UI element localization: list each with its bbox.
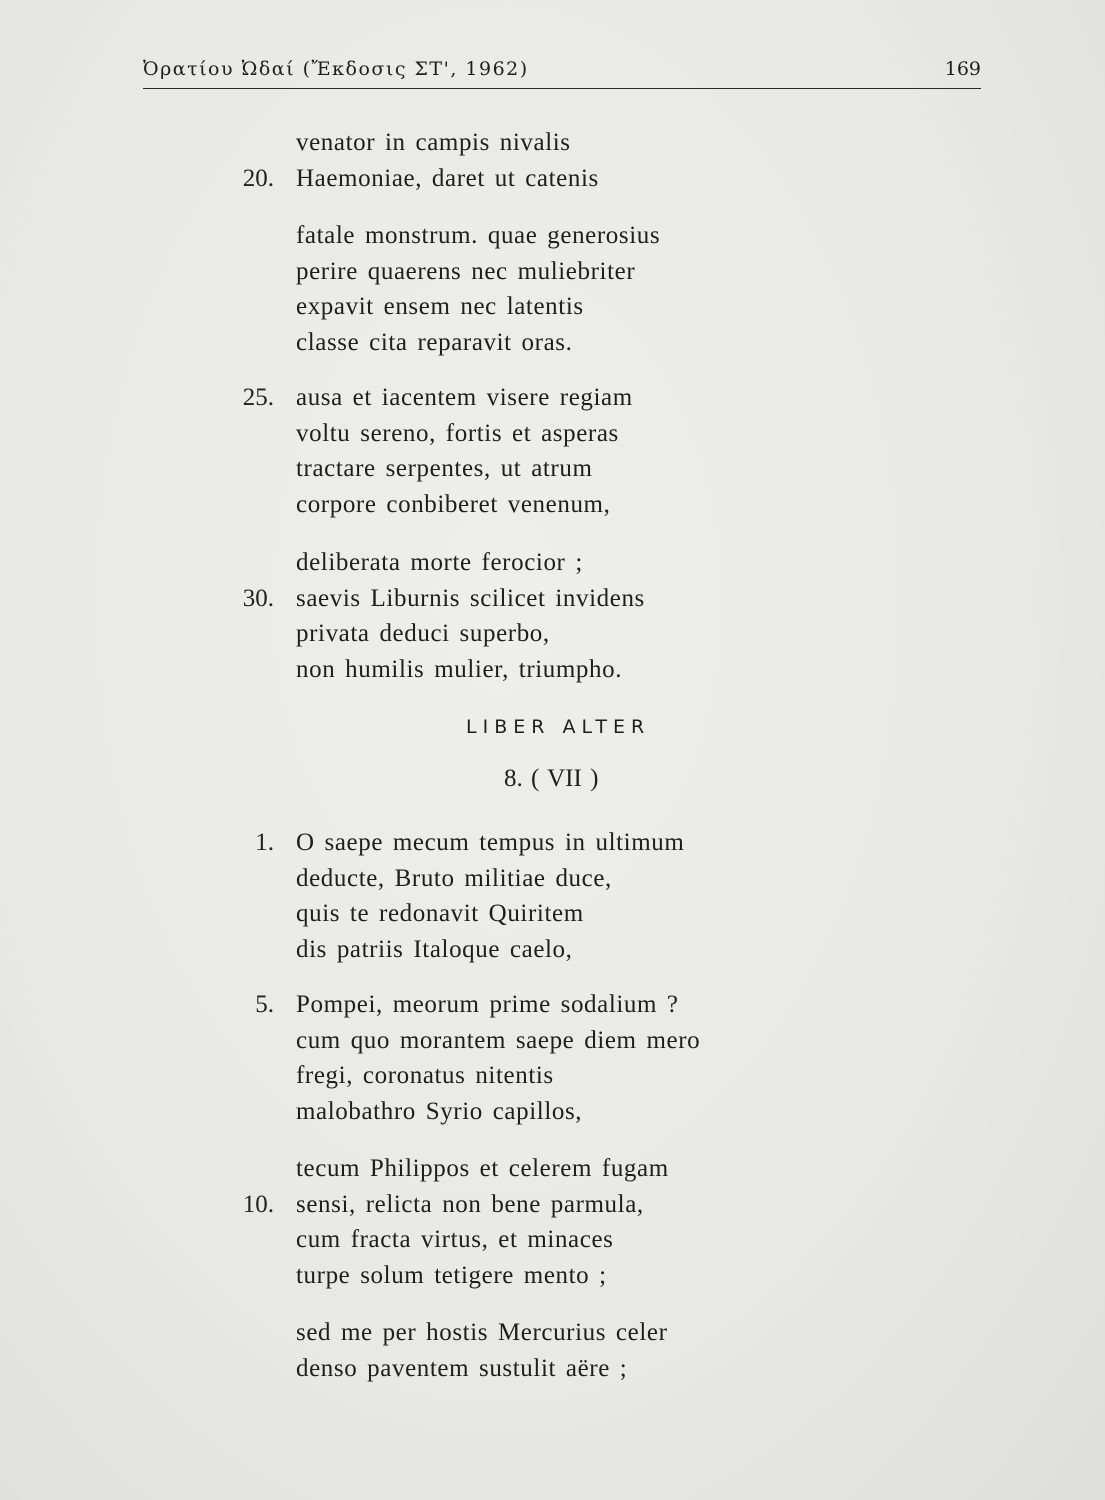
stanza xyxy=(0,218,1105,360)
running-header xyxy=(143,58,981,89)
verse-line xyxy=(0,416,1105,452)
verse-line xyxy=(0,161,1105,197)
verse-line xyxy=(0,1058,1105,1094)
verse-line xyxy=(0,1094,1105,1130)
verse-text: O saepe mecum tempus in ultimum xyxy=(296,829,685,856)
verse-line xyxy=(0,1351,1105,1387)
verse-line xyxy=(0,451,1105,487)
verse-line xyxy=(0,125,1105,161)
page-number: 169 xyxy=(944,58,981,80)
verse-text: tecum Philippos et celerem fugam xyxy=(296,1155,669,1182)
verse-text: deliberata morte ferocior ; xyxy=(296,549,583,576)
stanza xyxy=(0,1315,1105,1386)
header-title: Ὀρατίου Ὠδαί (Ἔκδοσις ΣΤ', 1962) xyxy=(143,58,529,80)
verse-line xyxy=(0,1315,1105,1351)
verse-line xyxy=(0,581,1105,617)
verse-line xyxy=(0,825,1105,861)
line-number: 10. xyxy=(242,1190,274,1218)
verse-text: turpe solum tetigere mento ; xyxy=(296,1261,607,1289)
stanza xyxy=(0,987,1105,1129)
verse-text: sed me per hostis Mercurius celer xyxy=(296,1319,668,1346)
section-heading: LIBER ALTER xyxy=(466,716,651,738)
verse-text: corpore conbiberet venenum, xyxy=(296,490,611,518)
verse-line xyxy=(0,932,1105,968)
ode-heading: 8. ( VII ) xyxy=(504,765,599,792)
stanza xyxy=(0,125,1105,196)
verse-text: fatale monstrum. quae generosius xyxy=(296,222,661,249)
verse-line xyxy=(0,616,1105,652)
verse-text: venator in campis nivalis xyxy=(296,129,571,156)
verse-text: privata deduci superbo, xyxy=(296,620,550,647)
verse-text: tractare serpentes, ut atrum xyxy=(296,455,593,482)
verse-text: cum quo morantem saepe diem mero xyxy=(296,1026,701,1054)
verse-line xyxy=(0,218,1105,254)
verse-text: non humilis mulier, triumpho. xyxy=(296,655,623,683)
verse-text: saevis Liburnis scilicet invidens xyxy=(296,584,645,612)
verse-line xyxy=(0,652,1105,688)
stanza xyxy=(0,825,1105,967)
stanza xyxy=(0,380,1105,522)
verse-line xyxy=(0,325,1105,361)
verse-text: expavit ensem nec latentis xyxy=(296,293,584,320)
verse-text: fregi, coronatus nitentis xyxy=(296,1062,554,1089)
verse-text: ausa et iacentem visere regiam xyxy=(296,384,633,411)
verse-line xyxy=(0,289,1105,325)
verse-line xyxy=(0,1258,1105,1294)
verse-text: perire quaerens nec muliebriter xyxy=(296,257,636,285)
verse-text: dis patriis Italoque caelo, xyxy=(296,935,573,963)
line-number: 30. xyxy=(242,584,274,612)
verse-line xyxy=(0,487,1105,523)
verse-text: malobathro Syrio capillos, xyxy=(296,1097,583,1125)
verse-text: sensi, relicta non bene parmula, xyxy=(296,1190,644,1218)
verse-line xyxy=(0,896,1105,932)
line-number: 1. xyxy=(255,829,274,856)
verse-text: Pompei, meorum prime sodalium ? xyxy=(296,991,679,1018)
verse-text: classe cita reparavit oras. xyxy=(296,328,573,356)
line-number: 5. xyxy=(255,991,274,1018)
verse-line xyxy=(0,1023,1105,1059)
line-number: 25. xyxy=(242,384,274,411)
verse-line xyxy=(0,1187,1105,1223)
verse-line xyxy=(0,545,1105,581)
verse-text: voltu sereno, fortis et asperas xyxy=(296,419,619,447)
verse-text: deducte, Bruto militiae duce, xyxy=(296,864,612,892)
line-number: 20. xyxy=(242,164,274,192)
stanza xyxy=(0,545,1105,687)
verse-line xyxy=(0,1222,1105,1258)
verse-line xyxy=(0,861,1105,897)
stanza xyxy=(0,1151,1105,1293)
verse-line xyxy=(0,254,1105,290)
verse-text: cum fracta virtus, et minaces xyxy=(296,1226,614,1253)
verse-line xyxy=(0,1151,1105,1187)
verse-text: denso paventem sustulit aëre ; xyxy=(296,1354,628,1382)
verse-text: quis te redonavit Quiritem xyxy=(296,900,584,927)
verse-line xyxy=(0,987,1105,1023)
verse-line xyxy=(0,380,1105,416)
verse-text: Haemoniae, daret ut catenis xyxy=(296,164,599,192)
